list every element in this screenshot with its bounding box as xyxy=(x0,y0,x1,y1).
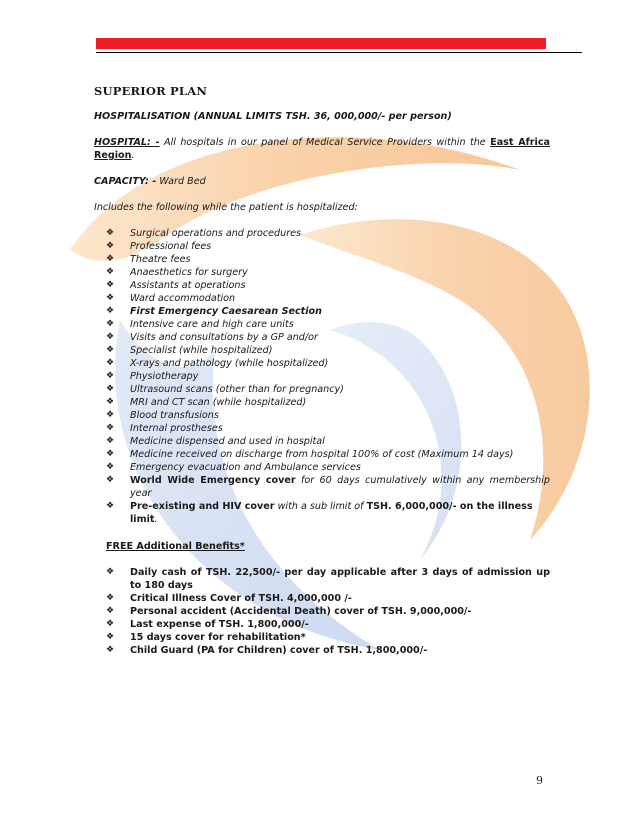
bullet-icon: ❖ xyxy=(106,319,115,329)
list-item: ❖ Daily cash of TSH. 22,500/- per day applicable after 3 days of admission up to 180 days xyxy=(106,567,550,591)
bullet-icon: ❖ xyxy=(106,384,115,394)
bullet-icon: ❖ xyxy=(106,567,115,577)
list-item: ❖ Blood transfusions xyxy=(106,410,219,421)
list-item: ❖ 15 days cover for rehabilitation* xyxy=(106,632,306,643)
bullet-icon: ❖ xyxy=(106,606,115,616)
document-body xyxy=(94,84,550,657)
list-item: ❖ Ultrasound scans (other than for pregnancy) xyxy=(106,384,344,395)
list-item: ❖ Assistants at operations xyxy=(106,280,246,291)
list-item: ❖ Critical Illness Cover of TSH. 4,000,000 /- xyxy=(106,593,352,604)
list-item: ❖ Specialist (while hospitalized) xyxy=(106,345,273,356)
bullet-icon: ❖ xyxy=(106,645,115,655)
list-item: ❖ Internal prostheses xyxy=(106,423,223,434)
capacity-paragraph xyxy=(94,175,550,188)
bullet-icon: ❖ xyxy=(106,241,115,251)
bullet-icon: ❖ xyxy=(106,475,115,485)
list-item: ❖ Intensive care and high care units xyxy=(106,319,294,330)
hospital-text: All hospitals in our panel of Medical Service Providers within the xyxy=(159,137,491,148)
free-benefits-heading: FREE Additional Benefits* xyxy=(106,541,245,552)
hospital-paragraph xyxy=(94,136,550,162)
bullet-icon: ❖ xyxy=(106,436,115,446)
list-item: ❖ Emergency evacuation and Ambulance services xyxy=(106,462,361,473)
bullet-icon: ❖ xyxy=(106,332,115,342)
header-accent-bar xyxy=(96,38,546,49)
capacity-label: CAPACITY: - xyxy=(94,176,157,187)
bullet-icon: ❖ xyxy=(106,228,115,238)
list-item: ❖ Surgical operations and procedures xyxy=(106,228,302,239)
bullet-icon: ❖ xyxy=(106,306,115,316)
bullet-icon: ❖ xyxy=(106,410,115,420)
list-item-pre-existing: ❖ Pre-existing and HIV cover with a sub limit of TSH. 6,000,000/- on the illness limit. xyxy=(106,501,533,525)
list-item: ❖ Medicine received on discharge from hospital 100% of cost (Maximum 14 days) xyxy=(106,449,514,460)
header-rule xyxy=(96,52,582,53)
hospital-label: HOSPITAL: - xyxy=(94,137,160,148)
bullet-icon: ❖ xyxy=(106,254,115,264)
includes-text: Includes the following while the patient is hospitalized: xyxy=(94,202,358,213)
list-item: ❖ Anaesthetics for surgery xyxy=(106,267,248,278)
list-item: ❖ Ward accommodation xyxy=(106,293,236,304)
hospitalisation-heading: HOSPITALISATION (ANNUAL LIMITS TSH. 36, 000,000/- per person) xyxy=(94,111,452,122)
plan-title: SUPERIOR PLAN xyxy=(94,84,208,98)
east-africa-region-link[interactable]: East Africa Region xyxy=(94,137,550,161)
list-item: ❖ Theatre fees xyxy=(106,254,191,265)
free-benefits-list xyxy=(94,566,550,657)
bullet-icon: ❖ xyxy=(106,632,115,642)
bullet-icon: ❖ xyxy=(106,358,115,368)
list-item: ❖ Medicine dispensed and used in hospital xyxy=(106,436,325,447)
bullet-icon: ❖ xyxy=(106,397,115,407)
list-item: ❖ Physiotherapy xyxy=(106,371,199,382)
list-item: ❖ Child Guard (PA for Children) cover of TSH. 1,800,000/- xyxy=(106,645,428,656)
page-number: 9 xyxy=(536,774,543,787)
list-item: ❖ MRI and CT scan (while hospitalized) xyxy=(106,397,307,408)
list-item-world-wide: ❖ World Wide Emergency cover for 60 days cumulatively within any membership year xyxy=(106,475,551,499)
bullet-icon: ❖ xyxy=(106,619,115,629)
bullet-icon: ❖ xyxy=(106,267,115,277)
list-item: ❖ Professional fees xyxy=(106,241,212,252)
bullet-icon: ❖ xyxy=(106,593,115,603)
list-item: ❖ Personal accident (Accidental Death) cover of TSH. 9,000,000/- xyxy=(106,606,472,617)
bullet-icon: ❖ xyxy=(106,501,115,511)
list-item: ❖ Visits and consultations by a GP and/or xyxy=(106,332,318,343)
bullet-icon: ❖ xyxy=(106,371,115,381)
bullet-icon: ❖ xyxy=(106,280,115,290)
bullet-icon: ❖ xyxy=(106,423,115,433)
hospital-end: . xyxy=(131,150,135,161)
benefits-list xyxy=(94,227,550,526)
bullet-icon: ❖ xyxy=(106,345,115,355)
bullet-icon: ❖ xyxy=(106,449,115,459)
list-item: ❖ Last expense of TSH. 1,800,000/- xyxy=(106,619,309,630)
bullet-icon: ❖ xyxy=(106,462,115,472)
list-item: ❖ First Emergency Caesarean Section xyxy=(106,306,322,317)
list-item: ❖ X-rays and pathology (while hospitalized) xyxy=(106,358,329,369)
capacity-text: Ward Bed xyxy=(156,176,206,187)
bullet-icon: ❖ xyxy=(106,293,115,303)
